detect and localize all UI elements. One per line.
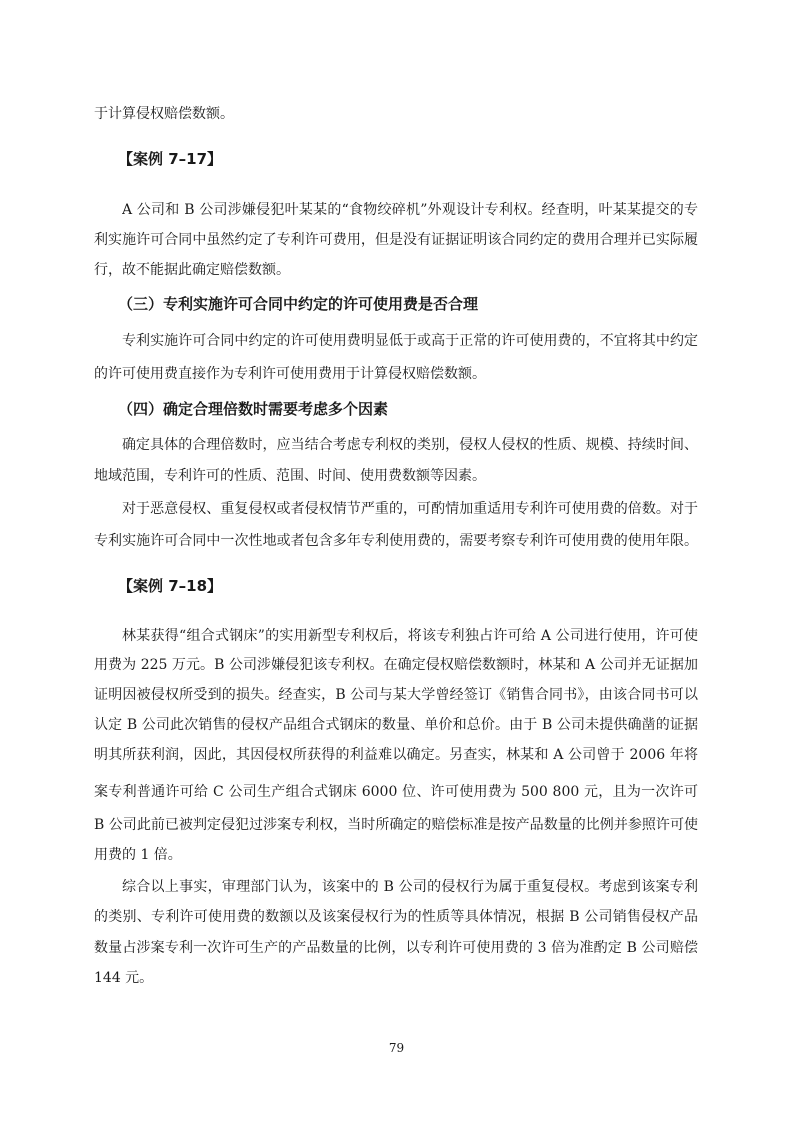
case-7-18-para1-line-4: 认定 B 公司此次销售的侵权产品组合式钢床的数量、单价和总价。由于 B 公司未提供确凿的证据 <box>94 717 698 733</box>
section-4-para1-line-1: 确定具体的合理倍数时，应当结合考虑专利权的类别，侵权人侵权的性质、规模、持续时间、 <box>122 437 698 453</box>
case-7-18-para1-line-6: 案专利普通许可给 C 公司生产组合式钢床 6000 位、许可使用费为 500 800 元，且为一次许可 <box>94 784 698 800</box>
section-3-line-2: 的许可使用费直接作为专利许可使用费用于计算侵权赔偿数额。 <box>94 366 486 382</box>
case-7-18-para1-line-3: 证明因被侵权所受到的损失。经查实，B 公司与某大学曾经签订《销售合同书》，由该合同书可以 <box>94 687 698 703</box>
case-7-18-para2-line-4: 144 元。 <box>94 970 154 986</box>
case-7-18-para2-line-3: 数量占涉案专利一次许可生产的产品数量的比例，以专利许可使用费的 3 倍为准酌定 B 公司赔偿 <box>94 940 698 956</box>
case-7-18-para2-line-1: 综合以上事实，审理部门认为，该案中的 B 公司的侵权行为属于重复侵权。考虑到该案专利 <box>122 879 698 895</box>
case-7-17-line-2: 利实施许可合同中虽然约定了专利许可费用，但是没有证据证明该合同约定的费用合理并已实际履 <box>94 232 698 248</box>
section-3-line-1: 专利实施许可合同中约定的许可使用费明显低于或高于正常的许可使用费的，不宜将其中约定 <box>122 333 698 349</box>
case-7-18-para1-line-8: 用费的 1 倍。 <box>94 847 182 863</box>
case-7-17-title: 【案例 7–17】 <box>118 150 223 168</box>
page-number: 79 <box>388 1041 405 1055</box>
section-4-heading: （四）确定合理倍数时需要考虑多个因素 <box>118 400 389 418</box>
case-7-17-line-3: 行，故不能据此确定赔偿数额。 <box>94 262 290 278</box>
case-7-18-title: 【案例 7–18】 <box>118 577 223 595</box>
intro-line: 于计算侵权赔偿数额。 <box>94 106 234 122</box>
case-7-18-para2-line-2: 的类别、专利许可使用费的数额以及该案侵权行为的性质等具体情况，根据 B 公司销售侵权产品 <box>94 909 698 925</box>
case-7-17-line-1: A 公司和 B 公司涉嫌侵犯叶某某的“食物绞碎机”外观设计专利权。经查明，叶某某提交的专 <box>122 202 698 218</box>
case-7-18-para1-line-2: 用费为 225 万元。B 公司涉嫌侵犯该专利权。在确定侵权赔偿数额时，林某和 A 公司并无证据加 <box>94 657 698 673</box>
case-7-18-para1-line-7: B 公司此前已被判定侵犯过涉案专利权，当时所确定的赔偿标准是按产品数量的比例并参照许可使 <box>94 817 698 833</box>
section-4-para2-line-2: 专利实施许可合同中一次性地或者包含多年专利使用费的，需要考察专利许可使用费的使用年限。 <box>94 533 698 549</box>
case-7-18-para1-line-5: 明其所获利润，因此，其因侵权所获得的利益难以确定。另查实，林某和 A 公司曾于 2006 年将 <box>94 747 698 763</box>
case-7-18-para1-line-1: 林某获得“组合式钢床”的实用新型专利权后，将该专利独占许可给 A 公司进行使用，许可使 <box>122 628 698 644</box>
section-4-para2-line-1: 对于恶意侵权、重复侵权或者侵权情节严重的，可酌情加重适用专利许可使用费的倍数。对于 <box>122 501 698 517</box>
section-4-para1-line-2: 地域范围，专利许可的性质、范围、时间、使用费数额等因素。 <box>94 468 486 484</box>
section-3-heading: （三）专利实施许可合同中约定的许可使用费是否合理 <box>118 295 479 313</box>
